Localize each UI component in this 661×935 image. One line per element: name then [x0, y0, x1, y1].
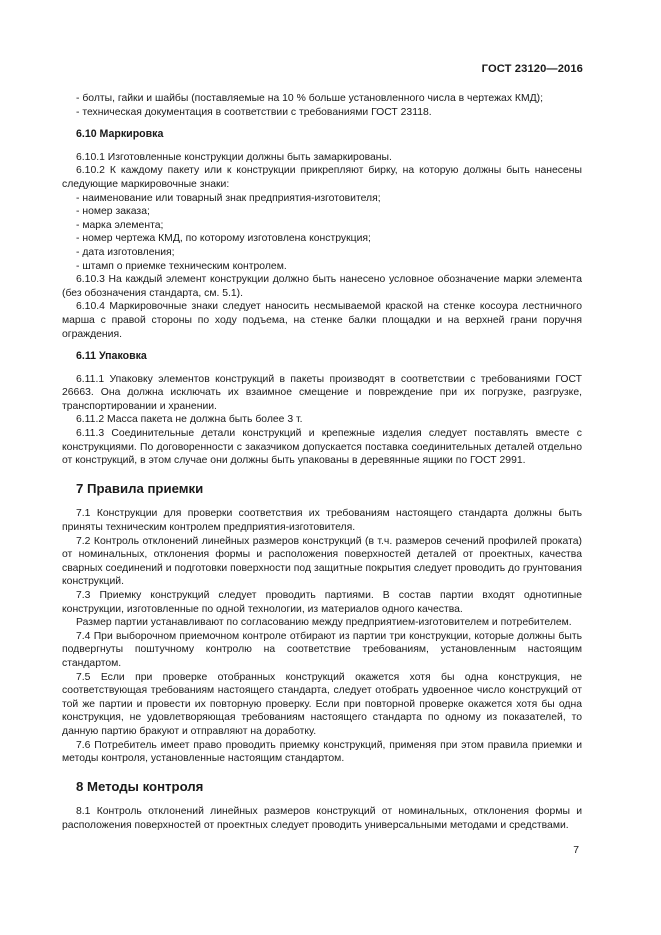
section-heading-7: 7 Правила приемки	[76, 480, 204, 496]
paragraph: 7.5 Если при проверке отобранных конструкций окажется хотя бы одна конструкция, не соответствующая требованиям настоящего стандарта, следует отобрать удвоенное число конструкций от той же партии и провести их повторную проверку. Если при повторной проверке окажется хотя бы одна конструкция, не удовлетворяющая требованиям настоящего стандарта по одному из показателей, то данную партию бракуют и отправляют на доработку.	[62, 671, 582, 737]
list-item: - номер заказа;	[76, 206, 150, 218]
list-item: - штамп о приемке техническим контролем.	[76, 260, 287, 272]
list-item: - марка элемента;	[76, 219, 164, 231]
list-item: - техническая документация в соответствии с требованиями ГОСТ 23118.	[76, 106, 432, 118]
paragraph: 6.10.1 Изготовленные конструкции должны быть замаркированы.	[76, 151, 392, 163]
paragraph: 7.3 Приемку конструкций следует проводить партиями. В состав партии входят однотипные конструкции, изготовленные по одной технологии, из материалов одного качества.	[62, 590, 582, 615]
paragraph: 6.10.4 Маркировочные знаки следует наносить несмываемой краской на стенке косоура лестничного марша с правой стороны по ходу подъема, на стенке балки площадки и на верхней грани поручня ограждения.	[62, 301, 582, 340]
section-heading-6-10: 6.10 Маркировка	[76, 128, 164, 141]
list-item: - дата изготовления;	[76, 246, 175, 258]
document-code: ГОСТ 23120—2016	[481, 63, 583, 75]
paragraph: 6.11.1 Упаковку элементов конструкций в пакеты производят в соответствии с требованиями ГОСТ 26663. Она должна исключать их взаимное смещение и повреждение при их погрузке, разгрузке, транспортировании и хранении.	[62, 373, 582, 412]
paragraph: Размер партии устанавливают по согласованию между предприятием-изготовителем и потребителем.	[76, 617, 572, 629]
list-item: - номер чертежа КМД, по которому изготовлена конструкция;	[76, 233, 371, 245]
paragraph: 8.1 Контроль отклонений линейных размеров конструкций от номинальных, отклонения формы и расположения поверхностей от проектных следует проводить универсальными методами и средствами.	[62, 806, 582, 831]
paragraph: 6.10.3 На каждый элемент конструкции должно быть нанесено условное обозначение марки элемента (без обозначения стандарта, см. 5.1).	[62, 274, 582, 299]
page-content	[62, 92, 582, 833]
paragraph: 7.2 Контроль отклонений линейных размеров конструкций (в т.ч. размеров сечений профилей проката) от номинальных, отклонения формы и расположения поверхностей деталей от проектных, качества сварных соединений и подготовки поверхности под защитные покрытия следует проводить до грунтования конструкций.	[62, 535, 582, 588]
list-item: - болты, гайки и шайбы (поставляемые на 10 % больше установленного числа в чертежах КМД);	[76, 93, 543, 104]
paragraph: 7.6 Потребитель имеет право проводить приемку конструкций, применяя при этом правила приемки и методы контроля, установленные настоящим стандартом.	[62, 739, 582, 765]
paragraph: 6.10.2 К каждому пакету или к конструкции прикрепляют бирку, на которую должны быть нанесены следующие маркировочные знаки:	[62, 165, 582, 190]
list-item: - наименование или товарный знак предприятия-изготовителя;	[76, 192, 381, 204]
paragraph: 6.11.3 Соединительные детали конструкций и крепежные изделия следует поставлять вместе с конструкциями. По договоренности с заказчиком допускается поставка соединительных деталей отдельно от конструкций, в этом случае они должны быть упакованы в деревянные ящики по ГОСТ 2991.	[62, 428, 582, 467]
section-heading-6-11: 6.11 Упаковка	[76, 350, 147, 363]
paragraph: 7.4 При выборочном приемочном контроле отбирают из партии три конструкции, которые должны быть подвергнуты поштучному контролю на соответствие требованиям, установленным настоящим стандартом.	[62, 630, 582, 669]
paragraph: 6.11.2 Масса пакета не должна быть более 3 т.	[76, 414, 303, 426]
paragraph: 7.1 Конструкции для проверки соответствия их требованиям настоящего стандарта должны быть приняты техническим контролем предприятия-изготовителя.	[62, 508, 582, 534]
section-heading-8: 8 Методы контроля	[76, 778, 204, 794]
page-number: 7	[573, 845, 579, 856]
